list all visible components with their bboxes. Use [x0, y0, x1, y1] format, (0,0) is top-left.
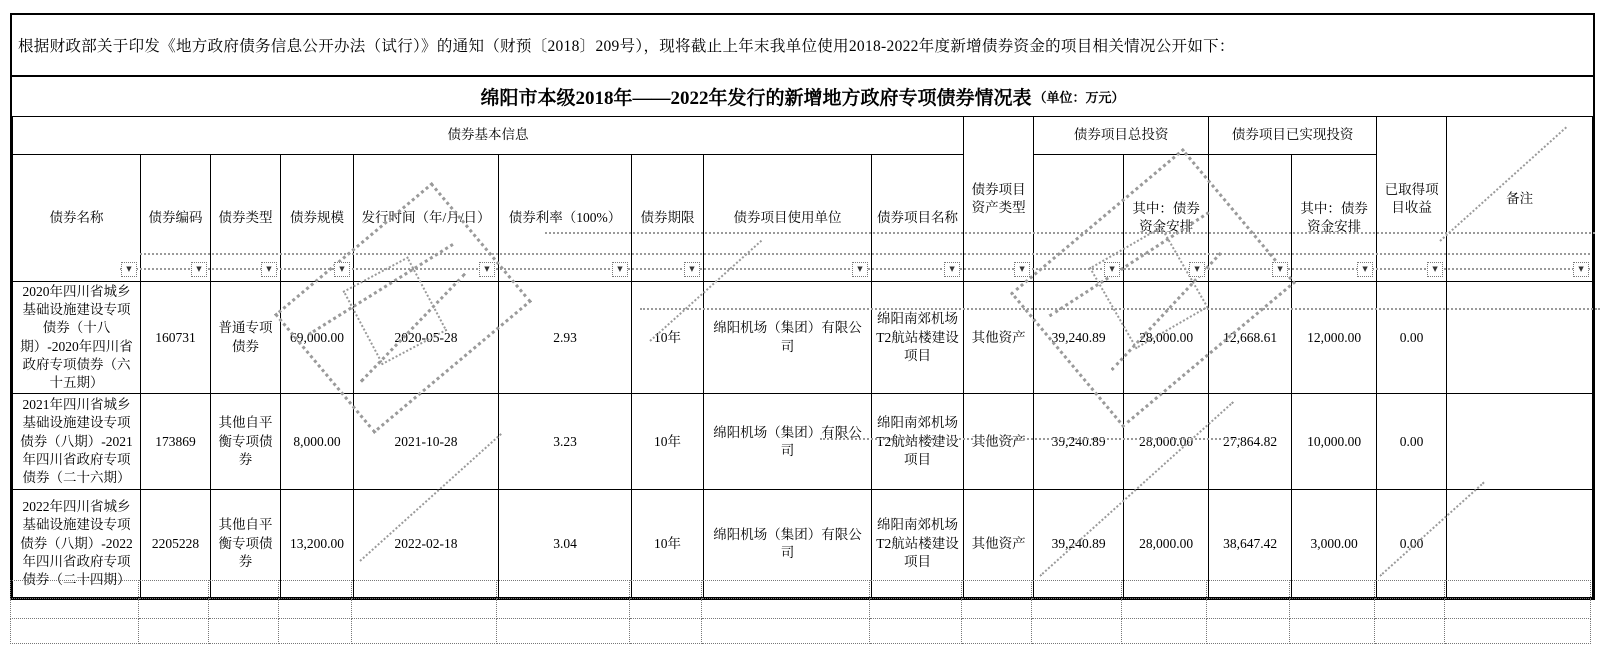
cell-realized-investment: 27,864.82 [1209, 394, 1292, 490]
header-total-investment-bond-fund [1124, 155, 1209, 282]
cell-bond-rate: 3.23 [499, 394, 632, 490]
header-issue-date-label: 发行时间（年/月/日） [361, 209, 491, 225]
header-bond-name-label: 债券名称 [49, 209, 104, 225]
header-bond-rate-label: 债券利率（100%） [508, 209, 622, 225]
bond-table [12, 116, 1593, 598]
cell-bond-rate: 2.93 [499, 282, 632, 394]
cell-project-name: 绵阳南郊机场T2航站楼建设项目 [872, 394, 964, 490]
cell-total-investment: 39,240.89 [1034, 282, 1124, 394]
filter-dropdown-icon[interactable]: ▼ [852, 262, 868, 277]
header-group-realized-investment-label: 债券项目已实现投资 [1231, 127, 1354, 143]
header-issue-date [354, 155, 499, 282]
cell-asset-type: 其他资产 [964, 282, 1034, 394]
header-use-unit-label: 债券项目使用单位 [733, 209, 842, 225]
filter-dropdown-icon[interactable]: ▼ [1427, 262, 1443, 277]
cell-bond-type: 其他自平衡专项债券 [211, 394, 281, 490]
header-realized-investment-bond-fund-label: 其中：债券资金安排 [1300, 200, 1368, 234]
header-income [1377, 117, 1447, 282]
filter-dropdown-icon[interactable]: ▼ [1104, 262, 1120, 277]
empty-rows-area [10, 580, 1591, 644]
header-asset-type-label: 债券项目资产类型 [971, 181, 1026, 215]
header-group-total-investment-label: 债券项目总投资 [1073, 127, 1169, 143]
header-bond-name [13, 155, 141, 282]
cell-bond-name: 2020年四川省城乡基础设施建设专项债券（十八期）-2020年四川省政府专项债券（六十五期） [13, 282, 141, 394]
filter-dropdown-icon[interactable]: ▼ [944, 262, 960, 277]
cell-use-unit: 绵阳机场（集团）有限公司 [704, 282, 872, 394]
filter-dropdown-icon[interactable]: ▼ [334, 262, 350, 277]
cell-bond-scale: 13,200.00 [281, 490, 354, 598]
cell-total-investment: 39,240.89 [1034, 394, 1124, 490]
cell-issue-date: 2020-05-28 [354, 282, 499, 394]
header-project-name-label: 债券项目名称 [877, 209, 959, 225]
cell-income: 0.00 [1377, 490, 1447, 598]
cell-realized-investment-bond-fund: 12,000.00 [1292, 282, 1377, 394]
cell-remark [1447, 394, 1593, 490]
cell-project-name: 绵阳南郊机场T2航站楼建设项目 [872, 490, 964, 598]
cell-realized-investment-bond-fund: 3,000.00 [1292, 490, 1377, 598]
filter-dropdown-icon[interactable]: ▼ [1357, 262, 1373, 277]
cell-bond-code: 2205228 [141, 490, 211, 598]
header-bond-type [211, 155, 281, 282]
header-use-unit [704, 155, 872, 282]
notice-text: 根据财政部关于印发《地方政府债务信息公开办法（试行）》的通知（财预〔2018〕209号），现将截止上年末我单位使用2018-2022年度新增债券资金的项目相关情况公开如下： [18, 38, 1235, 55]
page-title: 绵阳市本级2018年——2022年发行的新增地方政府专项债券情况表 [480, 88, 1032, 109]
cell-total-investment-bond-fund: 28,000.00 [1124, 490, 1209, 598]
title-unit-label: （单位：万元） [1033, 90, 1125, 105]
header-bond-code [141, 155, 211, 282]
empty-row [11, 599, 1591, 619]
cell-asset-type: 其他资产 [964, 394, 1034, 490]
filter-dropdown-icon[interactable]: ▼ [1014, 262, 1030, 277]
cell-bond-rate: 3.04 [499, 490, 632, 598]
cell-bond-scale: 8,000.00 [281, 394, 354, 490]
cell-use-unit: 绵阳机场（集团）有限公司 [704, 490, 872, 598]
filter-dropdown-icon[interactable]: ▼ [261, 262, 277, 277]
header-total-investment-amount [1034, 155, 1124, 282]
cell-realized-investment: 38,647.42 [1209, 490, 1292, 598]
cell-realized-investment-bond-fund: 10,000.00 [1292, 394, 1377, 490]
empty-row [11, 581, 1591, 599]
cell-issue-date: 2021-10-28 [354, 394, 499, 490]
cell-use-unit: 绵阳机场（集团）有限公司 [704, 394, 872, 490]
header-bond-code-label: 债券编码 [148, 209, 203, 225]
filter-dropdown-icon[interactable]: ▼ [479, 262, 495, 277]
header-bond-scale [281, 155, 354, 282]
cell-bond-term: 10年 [632, 282, 704, 394]
cell-bond-term: 10年 [632, 394, 704, 490]
table-title-row [12, 75, 1593, 116]
filter-dropdown-icon[interactable]: ▼ [1189, 262, 1205, 277]
cell-bond-scale: 69,000.00 [281, 282, 354, 394]
header-realized-investment-amount [1209, 155, 1292, 282]
header-remark [1447, 117, 1593, 282]
cell-asset-type: 其他资产 [964, 490, 1034, 598]
filter-dropdown-icon[interactable]: ▼ [612, 262, 628, 277]
filter-dropdown-icon[interactable]: ▼ [121, 262, 137, 277]
header-total-investment-bond-fund-label: 其中：债券资金安排 [1132, 200, 1200, 234]
header-bond-term-label: 债券期限 [640, 209, 695, 225]
header-asset-type [964, 117, 1034, 282]
header-group-basic-info [13, 117, 964, 155]
empty-grid [10, 580, 1591, 644]
header-income-label: 已取得项目收益 [1384, 181, 1439, 215]
header-bond-term [632, 155, 704, 282]
cell-realized-investment: 12,668.61 [1209, 282, 1292, 394]
cell-bond-code: 173869 [141, 394, 211, 490]
filter-dropdown-icon[interactable]: ▼ [1573, 262, 1589, 277]
cell-project-name: 绵阳南郊机场T2航站楼建设项目 [872, 282, 964, 394]
filter-dropdown-icon[interactable]: ▼ [191, 262, 207, 277]
header-realized-investment-bond-fund [1292, 155, 1377, 282]
header-bond-scale-label: 债券规模 [290, 209, 344, 225]
table-row [13, 282, 1593, 394]
header-bond-rate [499, 155, 632, 282]
header-project-name [872, 155, 964, 282]
cell-income: 0.00 [1377, 394, 1447, 490]
empty-row [11, 619, 1591, 644]
cell-bond-name: 2021年四川省城乡基础设施建设专项债券（八期）-2021年四川省政府专项债券（二十六期） [13, 394, 141, 490]
filter-dropdown-icon[interactable]: ▼ [684, 262, 700, 277]
header-group-total-investment [1034, 117, 1209, 155]
header-bond-type-label: 债券类型 [218, 209, 273, 225]
cell-income: 0.00 [1377, 282, 1447, 394]
cell-total-investment: 39,240.89 [1034, 490, 1124, 598]
header-group-basic-info-label: 债券基本信息 [447, 127, 529, 143]
cell-bond-type: 普通专项债券 [211, 282, 281, 394]
table-row [13, 394, 1593, 490]
cell-bond-term: 10年 [632, 490, 704, 598]
cell-issue-date: 2022-02-18 [354, 490, 499, 598]
filter-dropdown-icon[interactable]: ▼ [1272, 262, 1288, 277]
header-remark-label: 备注 [1506, 190, 1534, 206]
header-group-realized-investment [1209, 117, 1377, 155]
disclosure-sheet [10, 13, 1595, 600]
cell-total-investment-bond-fund: 28,000.00 [1124, 394, 1209, 490]
cell-bond-type: 其他自平衡专项债券 [211, 490, 281, 598]
cell-total-investment-bond-fund: 28,000.00 [1124, 282, 1209, 394]
cell-remark [1447, 282, 1593, 394]
cell-bond-name: 2022年四川省城乡基础设施建设专项债券（八期）-2022年四川省政府专项债券（二十四期） [13, 490, 141, 598]
cell-bond-code: 160731 [141, 282, 211, 394]
